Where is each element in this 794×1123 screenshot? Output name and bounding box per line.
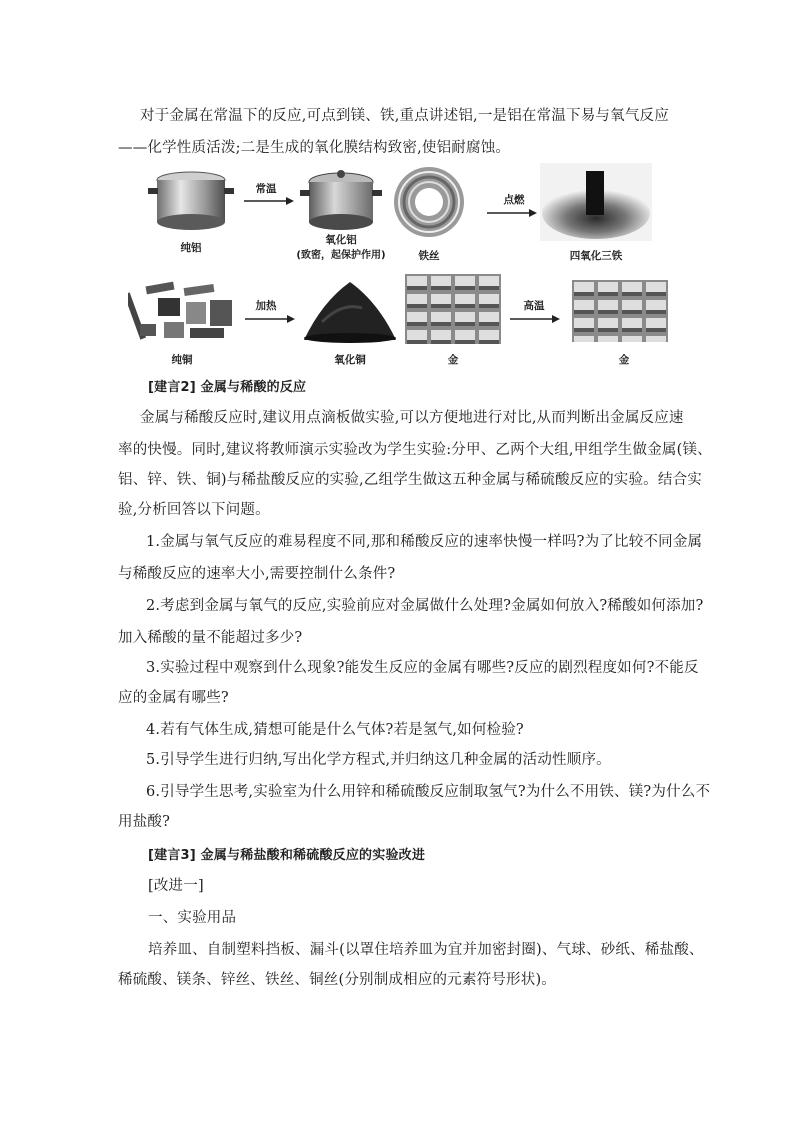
copper-pieces-image [128,272,238,344]
arrow-right-icon [487,208,537,218]
question-1: 1.金属与氧气反应的难易程度不同,那和稀酸反应的速率快慢一样吗?为了比较不同金属 [146,534,703,550]
paragraph-line: 铝、锌、铁、铜)与稀盐酸反应的实验,乙组学生做这五种金属与稀硫酸反应的实验。结合实 [118,472,702,488]
materials-heading: 一、实验用品 [148,910,237,926]
paragraph-line: 验,分析回答以下问题。 [118,502,270,518]
iron-wire-image [392,164,466,240]
question-2: 2.考虑到金属与氧气的反应,实验前应对金属做什么处理?金属如何放入?稀酸如何添加? [146,598,704,614]
caption-iron-oxide: 四氧化三铁 [569,250,623,262]
arrow-label-room-temp: 常温 [255,183,277,195]
arrow-right-icon [245,314,295,324]
aluminum-pot-image [148,166,234,234]
question-6: 6.引导学生思考,实验室为什么用锌和稀硫酸反应制取氢气?为什么不用铁、镁?为什么不 [146,784,711,800]
question-2-cont: 加入稀酸的量不能超过多少? [118,630,303,646]
arrow-label-high-temp: 高温 [523,300,545,312]
arrow-right-icon [510,314,560,324]
paragraph-line: 金属与稀酸反应时,建议用点滴板做实验,可以方便地进行对比,从而判断出金属反应速 [140,410,684,426]
caption-gold-2: 金 [618,354,630,366]
caption-pure-copper: 纯铜 [171,354,193,366]
caption-copper-oxide: 氧化铜 [334,354,366,366]
alumina-pot-image [300,166,382,234]
caption-alumina: 氧化铝 [325,234,357,246]
section-3-title: [建言3] 金属与稀盐酸和稀硫酸反应的实验改进 [148,848,426,863]
improve-label: [改进一] [148,878,204,894]
gold-bars-image [405,274,501,344]
caption-iron-wire: 铁丝 [418,250,440,262]
iron-oxide-image [540,163,652,241]
caption-pure-aluminum: 纯铝 [180,242,202,254]
question-1-cont: 与稀酸反应的速率大小,需要控制什么条件? [118,566,396,582]
materials-line: 稀硫酸、镁条、锌丝、铁丝、铜丝(分别制成相应的元素符号形状)。 [118,972,557,988]
paragraph-line: 率的快慢。同时,建议将教师演示实验改为学生实验:分甲、乙两个大组,甲组学生做金属(镁、 [118,442,712,458]
question-4: 4.若有气体生成,猜想可能是什么气体?若是氢气,如何检验? [146,722,524,738]
arrow-right-icon [244,196,294,206]
question-3: 3.实验过程中观察到什么现象?能发生反应的金属有哪些?反应的剧烈程度如何?不能反 [146,660,699,676]
question-3-cont: 应的金属有哪些? [118,690,229,706]
question-6-cont: 用盐酸? [118,814,171,830]
arrow-label-ignite: 点燃 [503,194,525,206]
materials-line: 培养皿、自制塑料挡板、漏斗(以罩住培养皿为宜并加密封圈)、气球、砂纸、稀盐酸、 [148,942,704,958]
arrow-label-heat: 加热 [255,300,277,312]
caption-gold-1: 金 [447,354,459,366]
section-2-title: [建言2] 金属与稀酸的反应 [148,380,307,395]
intro-line-2: ——化学性质活泼;二是生成的氧化膜结构致密,使铝耐腐蚀。 [118,140,511,156]
gold-bars-image [572,280,668,342]
copper-oxide-image [302,272,398,344]
caption-alumina-note: (致密，起保护作用) [296,250,386,261]
intro-line-1: 对于金属在常温下的反应,可点到镁、铁,重点讲述铝,一是铝在常温下易与氧气反应 [140,108,669,124]
question-5: 5.引导学生进行归纳,写出化学方程式,并归纳这几种金属的活动性顺序。 [146,752,611,768]
